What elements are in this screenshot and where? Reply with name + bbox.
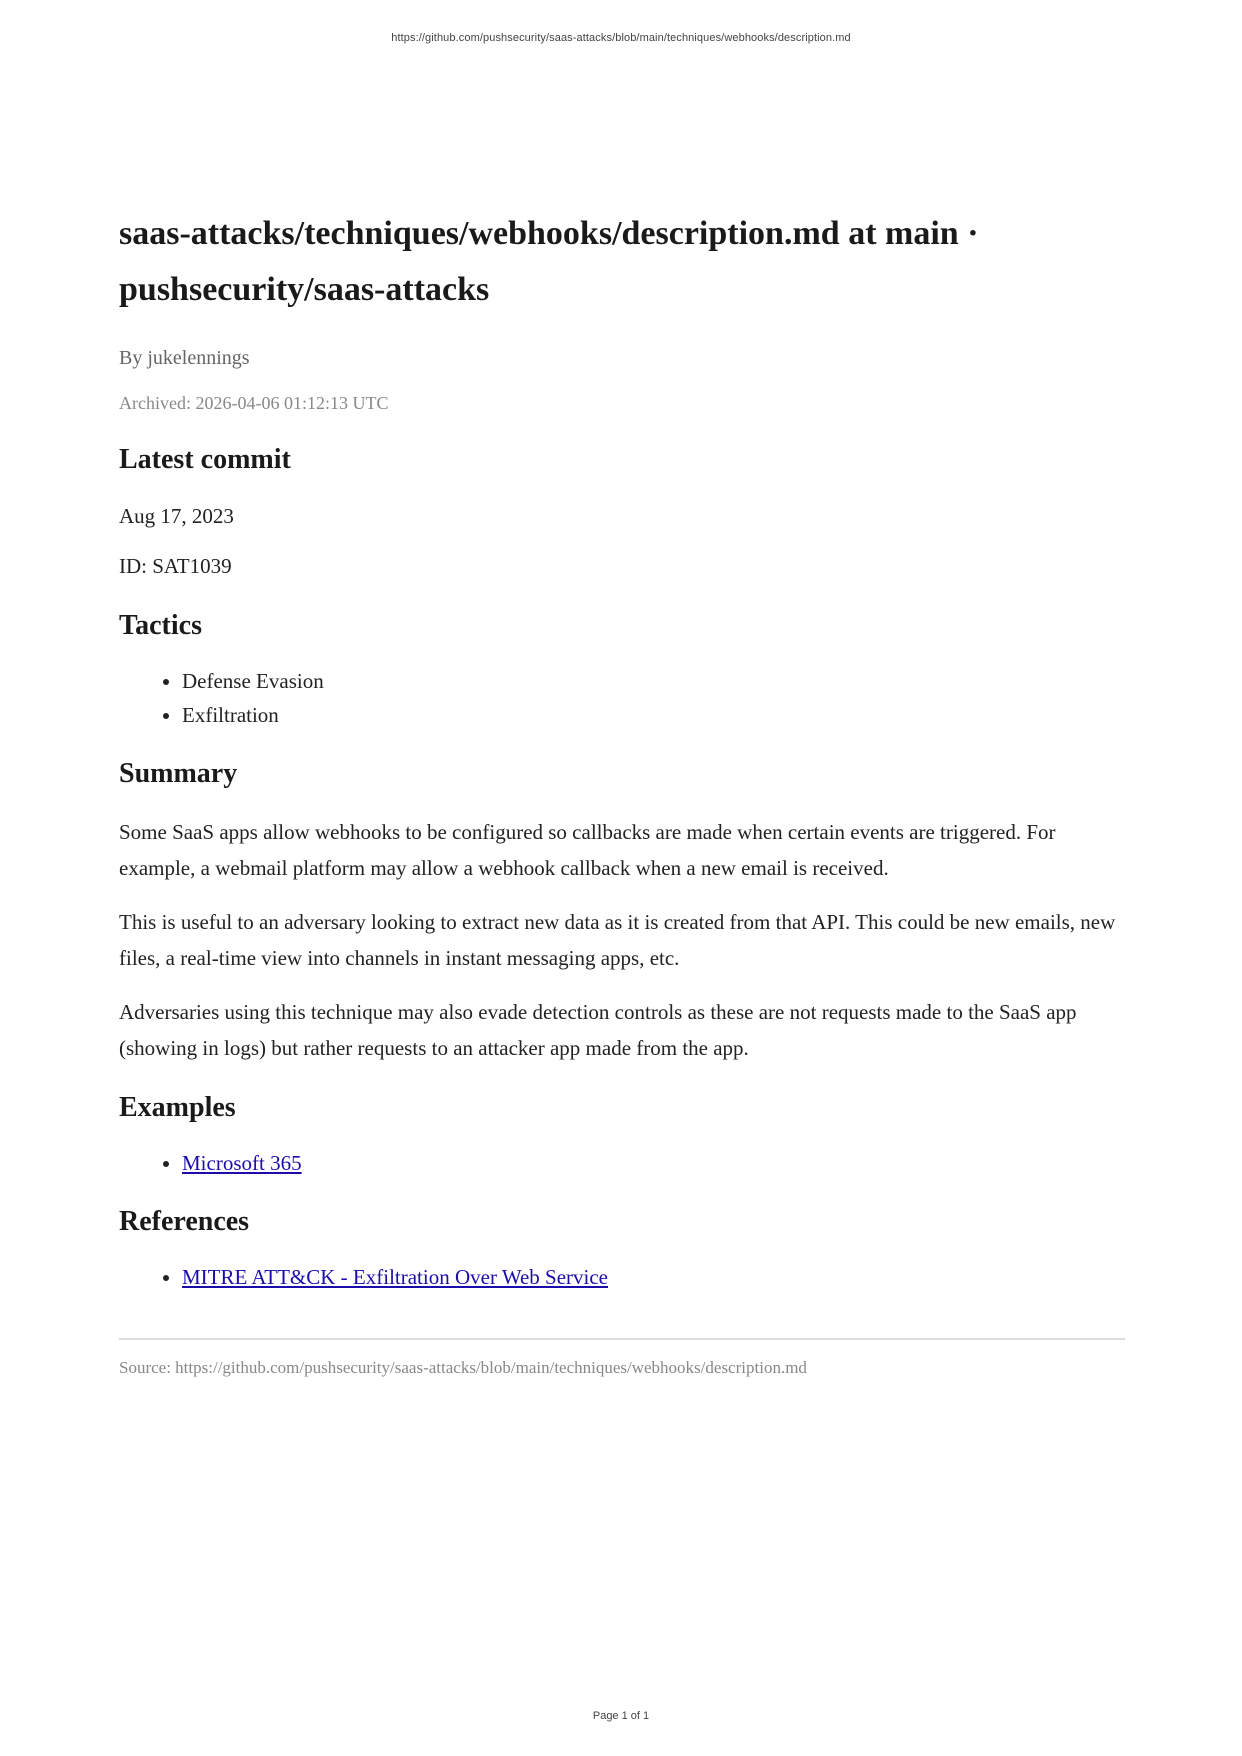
- list-item: • Exfiltration: [182, 698, 1125, 732]
- footer-divider: [119, 1338, 1125, 1340]
- print-header-url: https://github.com/pushsecurity/saas-attacks/blob/main/techniques/webhooks/description.md: [391, 32, 851, 44]
- archived-timestamp: Archived: 2026-04-06 01:12:13 UTC: [119, 393, 389, 413]
- examples-heading: Examples: [119, 1092, 236, 1123]
- article-content: [119, 206, 1125, 1382]
- source-url: Source: https://github.com/pushsecurity/saas-attacks/blob/main/techniques/webhooks/description.md: [119, 1358, 807, 1377]
- page-title-line-1: saas-attacks/techniques/webhooks/description.md at main ·: [119, 215, 979, 252]
- list-item: [182, 1260, 1125, 1294]
- page-number: Page 1 of 1: [592, 1710, 650, 1722]
- mitre-attack-link[interactable]: MITRE ATT&CK - Exfiltration Over Web Service: [182, 1265, 608, 1289]
- references-list: [119, 1260, 1125, 1294]
- references-heading: References: [119, 1206, 250, 1237]
- list-item: [182, 1146, 1125, 1180]
- latest-commit-date: Aug 17, 2023: [119, 504, 234, 528]
- examples-list: [119, 1146, 1125, 1180]
- page-title: [119, 206, 1125, 318]
- microsoft-365-link[interactable]: Microsoft 365: [182, 1151, 302, 1175]
- technique-id: ID: SAT1039: [119, 554, 232, 578]
- tactics-list: [119, 664, 1125, 732]
- list-item: • Defense Evasion: [182, 664, 1125, 698]
- summary-paragraph: Adversaries using this technique may also evade detection controls as these are not requests made to the SaaS app (showing in logs) but rather requests to an attacker app made from the app.: [119, 1000, 1077, 1060]
- page-title-line-2: pushsecurity/saas-attacks: [119, 271, 490, 308]
- summary-heading: Summary: [119, 758, 238, 789]
- latest-commit-heading: Latest commit: [119, 444, 291, 475]
- tactics-heading: Tactics: [119, 610, 202, 641]
- summary-paragraph: Some SaaS apps allow webhooks to be configured so callbacks are made when certain events are triggered. For example, a webmail platform may allow a webhook callback when a new email is received.: [119, 820, 1056, 880]
- author-byline: By jukelennings: [119, 347, 250, 369]
- summary-paragraph: This is useful to an adversary looking to extract new data as it is created from that API. This could be new emails, new files, a real-time view into channels in instant messaging apps, etc.: [119, 910, 1116, 970]
